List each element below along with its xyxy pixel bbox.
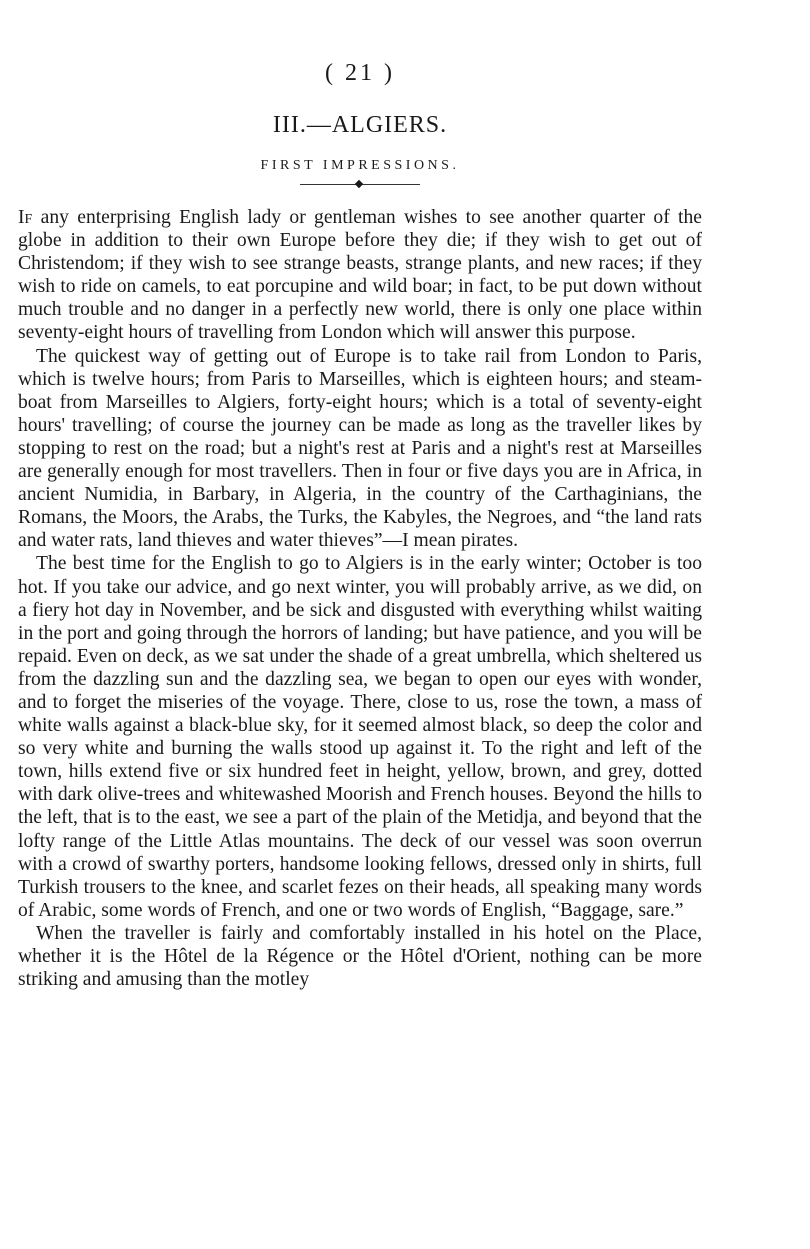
paragraph: The best time for the English to go to Algiers is in the early winter; October is too hot. If you take our advice, and go next winter, you will probably arrive, as we did, on a fiery hot day in November, and be sick and disgusted with everything whilst waiting in the port and going through the horrors of landing; but have patience, and you will be repaid. Even on deck, as we sat under the shade of a great umbrella, which sheltered us from the dazzling sun and the dazzling sea, we began to open our eyes with wonder, and to forget the miseries of the voyage. There, close to us, rose the town, a mass of white walls against a black-blue sky, for it seemed almost black, so deep the color and so very white and burning the walls stood up against it. To the right and left of the town, hills extend five or six hundred feet in height, yellow, brown, and grey, dotted with dark olive-trees and whitewashed Moorish and French houses. Beyond the hills to the left, that is to the east, we see a part of the plain of the Metidja, and beyond that the lofty range of the Little Atlas mountains. The deck of our vessel was soon overrun with a crowd of swarthy porters, handsome looking fellows, dressed only in shirts, full Turkish trousers to the knee, and scarlet fezes on their heads, all speaking many words of Arabic, some words of French, and one or two words of English, “Baggage, sare.” [18, 553, 702, 921]
paragraph [18, 206, 702, 345]
body-text [18, 206, 702, 991]
paragraph-text: any enterprising English lady or gentleman wishes to see another quarter of the globe in addition to their own Europe before they die; if they wish to get out of Christendom; if they wish to see strange beasts, strange plants, and new races; if they wish to ride on camels, to eat porcupine and wild boar; in fact, to be put down without much trouble and no danger in a perfectly new world, there is only one place within seventy-eight hours of travelling from London which will answer this purpose. [18, 207, 702, 344]
page-number: ( 21 ) [325, 60, 395, 86]
section-title: FIRST IMPRESSIONS. [260, 158, 460, 173]
diamond-ornament-icon [355, 180, 363, 188]
paragraph-lead-word: If [18, 207, 33, 228]
divider-ornament [300, 178, 420, 192]
book-page [18, 58, 702, 991]
paragraph: When the traveller is fairly and comfortably installed in his hotel on the Place, whether it is the Hôtel de la Régence or the Hôtel d'Orient, nothing can be more striking and amusing than the motley [18, 922, 702, 991]
paragraph: The quickest way of getting out of Europe is to take rail from London to Paris, which is twelve hours; from Paris to Marseilles, which is eighteen hours; and steam-boat from Marseilles to Algiers, forty-eight hours; which is a total of seventy-eight hours' travelling; of course the journey can be made as long as the traveller likes by stopping to rest on the road; but a night's rest at Paris and a night's rest at Marseilles are generally enough for most travellers. Then in four or five days you are in Africa, in ancient Numidia, in Barbary, in Algeria, in the country of the Carthaginians, the Romans, the Moors, the Arabs, the Turks, the Kabyles, the Negroes, and “the land rats and water rats, land thieves and water thieves”—I mean pirates. [18, 345, 702, 552]
chapter-title: III.—ALGIERS. [272, 112, 448, 138]
